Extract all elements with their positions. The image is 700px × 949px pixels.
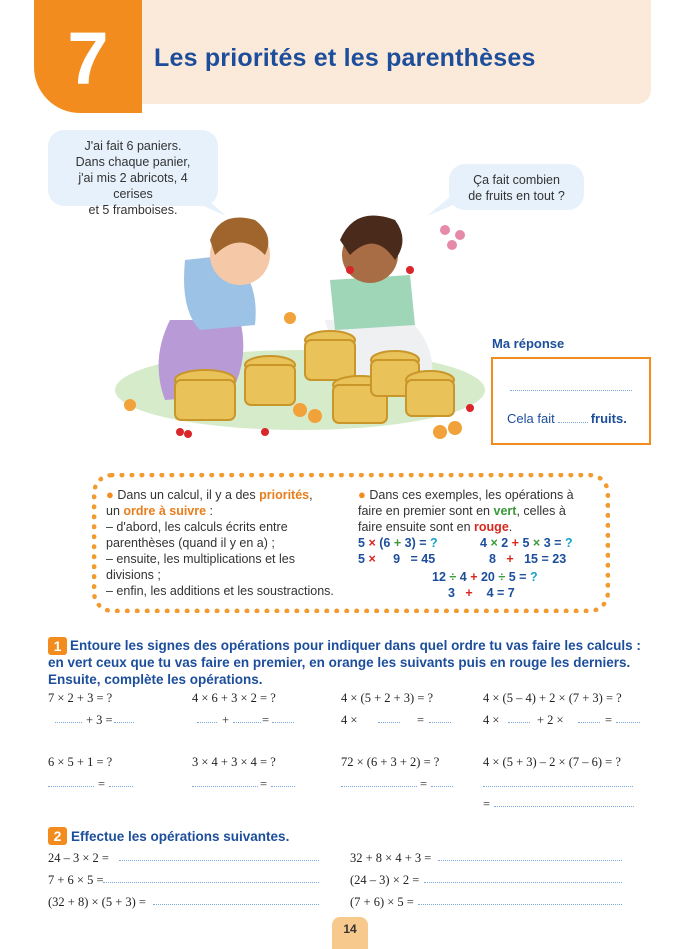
exercise-1-item: 72 × (6 + 3 + 2) = ? xyxy=(341,755,440,769)
ex-token: 3) xyxy=(404,536,416,550)
rule-order xyxy=(106,503,346,519)
exercise-1-item: 4 × (5 – 4) + 2 × (7 + 3) = ? xyxy=(483,691,622,705)
rule-line: divisions ; xyxy=(106,568,161,582)
op-text: = xyxy=(420,777,428,791)
answer-blank[interactable] xyxy=(55,715,82,723)
answer-text-after: fruits. xyxy=(590,411,627,426)
ex-token: 9 xyxy=(393,552,401,566)
speech-bubble-left xyxy=(48,130,218,217)
ex-token: 8 xyxy=(489,552,496,566)
answer-blank[interactable] xyxy=(119,853,319,861)
bubble-line: Dans chaque panier, xyxy=(75,155,191,169)
op-text: = xyxy=(417,713,425,727)
ex-token: ÷ xyxy=(498,570,506,584)
exercise-1-item: 3 × 4 + 3 × 4 = ? xyxy=(192,755,276,769)
rule-text: Dans un calcul, il y a des xyxy=(117,488,260,502)
ex-token: + xyxy=(506,552,514,566)
ex-token: 15 xyxy=(524,552,539,566)
exercise-1-item: 4 × 6 + 3 × 2 = ? xyxy=(192,691,276,705)
chapter-badge xyxy=(34,0,142,113)
ex-token: + xyxy=(393,536,402,550)
answer-blank[interactable] xyxy=(233,715,261,723)
answer-blank[interactable] xyxy=(114,715,134,723)
answer-blank[interactable] xyxy=(192,779,258,787)
exercise-2-item: 7 + 6 × 5 = xyxy=(48,873,104,887)
op-text: = xyxy=(260,777,268,791)
rule-line: parenthèses (quand il y en a) ; xyxy=(106,536,275,550)
ex-token: = xyxy=(554,536,562,550)
rule-line xyxy=(358,519,593,535)
ex-token: 3 xyxy=(543,536,551,550)
exercise-1-title-line-1: Entoure les signes des opérations pour indiquer dans quel ordre tu vas faire les calculs : xyxy=(70,638,641,653)
answer-blank[interactable] xyxy=(431,779,453,787)
ex-token: × xyxy=(490,536,498,550)
example-2-top xyxy=(480,536,573,550)
op-text: = xyxy=(605,713,613,727)
ex-token: 4 xyxy=(459,570,467,584)
rule-text: Dans ces exemples, les opérations à xyxy=(369,488,574,502)
rule-text: . xyxy=(508,520,513,534)
exercise-2-item: (7 + 6) × 5 = xyxy=(350,895,414,909)
op-text: + 3 = xyxy=(86,713,113,727)
rule-priorities xyxy=(106,487,346,503)
chapter-number: 7 xyxy=(67,16,109,100)
ex-token: × xyxy=(368,552,376,566)
example-2-bottom xyxy=(489,552,566,566)
answer-blank[interactable] xyxy=(429,715,451,723)
ex-token: 2 xyxy=(501,536,509,550)
exercise-1-item: 6 × 5 + 1 = ? xyxy=(48,755,113,769)
answer-blank[interactable] xyxy=(558,413,588,423)
rule-line: – enfin, les additions et les soustractions. xyxy=(106,584,334,598)
ex-token: 5 xyxy=(522,536,530,550)
ex-token: ? xyxy=(564,536,573,550)
rule-highlight: ordre à suivre xyxy=(123,504,207,518)
op-text: = xyxy=(262,713,270,727)
rule-highlight: priorités xyxy=(259,488,310,502)
ex-token: × xyxy=(368,536,376,550)
exercise-2-number: 2 xyxy=(48,827,67,845)
answer-blank[interactable] xyxy=(153,897,319,905)
op-text: + xyxy=(222,713,230,727)
ex-token: = 7 xyxy=(497,586,515,600)
ex-token: 3 xyxy=(448,586,455,600)
ex-token: 4 xyxy=(480,536,487,550)
exercise-1-title-line-3: Ensuite, complète les opérations. xyxy=(48,672,263,687)
example-3-bottom xyxy=(448,586,515,600)
rule-text: faire ensuite sont en xyxy=(358,520,475,534)
exercise-1-item: 7 × 2 + 3 = ? xyxy=(48,691,113,705)
bullet-icon: ● xyxy=(106,487,114,502)
exercise-1-item: 4 × (5 + 2 + 3) = ? xyxy=(341,691,434,705)
rule-text: un xyxy=(106,504,124,518)
ex-token: + xyxy=(465,586,473,600)
op-text: 4 × xyxy=(341,713,358,727)
rules-right-column xyxy=(358,487,593,535)
exercise-2-title: Effectue les opérations suivantes. xyxy=(71,829,290,844)
op-text: 4 × xyxy=(483,713,500,727)
rule-line xyxy=(358,487,593,503)
op-text: = xyxy=(483,797,491,811)
rule-line: – d'abord, les calculs écrits entre xyxy=(106,520,288,534)
ex-token: = 45 xyxy=(410,552,436,566)
answer-blank[interactable] xyxy=(378,715,400,723)
bubble-line: de fruits en tout ? xyxy=(468,189,565,203)
page-title: Les priorités et les parenthèses xyxy=(154,44,536,72)
answer-blank[interactable] xyxy=(616,715,640,723)
answer-box xyxy=(491,357,651,445)
page-number: 14 xyxy=(343,922,357,936)
bubble-line: Ça fait combien xyxy=(473,173,560,187)
ex-token: (6 xyxy=(379,536,391,550)
ex-token: ? xyxy=(430,536,438,550)
rule-line xyxy=(358,503,593,519)
children-picnic-illustration xyxy=(110,200,490,445)
answer-blank[interactable] xyxy=(341,779,417,787)
rule-text: , xyxy=(309,488,313,502)
ex-token: + xyxy=(470,570,478,584)
rule-line: – ensuite, les multiplications et les xyxy=(106,552,295,566)
ex-token: = xyxy=(519,570,527,584)
ex-token: × xyxy=(532,536,541,550)
exercise-1-title-line-2: en vert ceux que tu vas faire en premier, en orange les suivants puis en rouge les derniers. xyxy=(48,655,631,670)
answer-blank[interactable] xyxy=(424,875,622,883)
answer-blank[interactable] xyxy=(438,853,622,861)
example-1-top xyxy=(358,536,438,550)
answer-blank[interactable] xyxy=(197,715,217,723)
exercise-2-item: (24 – 3) × 2 = xyxy=(350,873,420,887)
exercise-2-item: (32 + 8) × (5 + 3) = xyxy=(48,895,146,909)
answer-blank[interactable] xyxy=(271,779,295,787)
answer-blank[interactable] xyxy=(494,799,634,807)
op-text: + 2 × xyxy=(537,713,564,727)
bubble-line: et 5 framboises. xyxy=(88,203,178,217)
bubble-line: j'ai mis 2 abricots, 4 cerises xyxy=(78,171,188,201)
ex-token: 5 xyxy=(358,536,365,550)
rule-highlight-green: vert xyxy=(493,504,517,518)
bullet-icon: ● xyxy=(358,487,366,502)
rule-text: : xyxy=(206,504,214,518)
answer-blank[interactable] xyxy=(578,715,600,723)
answer-title: Ma réponse xyxy=(492,336,565,351)
answer-blank[interactable] xyxy=(508,715,530,723)
exercise-1-item: 4 × (5 + 3) – 2 × (7 – 6) = ? xyxy=(483,755,621,769)
ex-token: = xyxy=(419,536,427,550)
rule-text: , celles à xyxy=(516,504,566,518)
answer-sentence xyxy=(507,411,627,426)
rule-text: faire en premier sont en xyxy=(358,504,494,518)
ex-token: 5 xyxy=(358,552,365,566)
op-text: = xyxy=(98,777,106,791)
rule-highlight-red: rouge xyxy=(474,520,509,534)
answer-blank[interactable] xyxy=(272,715,294,723)
ex-token: ÷ xyxy=(449,570,457,584)
rules-left-column xyxy=(106,487,346,599)
ex-token: + xyxy=(511,536,519,550)
ex-token: 20 xyxy=(480,570,495,584)
answer-blank[interactable] xyxy=(483,779,633,787)
example-1-bottom xyxy=(358,552,435,566)
answer-blank[interactable] xyxy=(48,779,94,787)
answer-blank[interactable] xyxy=(109,779,133,787)
ex-token: ? xyxy=(529,570,538,584)
exercise-2-item: 32 + 8 × 4 + 3 = xyxy=(350,851,432,865)
answer-blank[interactable] xyxy=(103,875,319,883)
ex-token: 12 xyxy=(432,570,446,584)
ex-token: 5 xyxy=(508,570,516,584)
answer-calculation-line[interactable] xyxy=(510,381,632,391)
ex-token: 4 xyxy=(486,586,494,600)
bubble-line: J'ai fait 6 paniers. xyxy=(84,139,182,153)
exercise-2-item: 24 – 3 × 2 = xyxy=(48,851,109,865)
ex-token: = 23 xyxy=(541,552,567,566)
answer-text-before: Cela fait xyxy=(507,411,555,426)
exercise-1-number: 1 xyxy=(48,637,67,655)
example-3-top xyxy=(432,570,538,584)
answer-blank[interactable] xyxy=(418,897,622,905)
